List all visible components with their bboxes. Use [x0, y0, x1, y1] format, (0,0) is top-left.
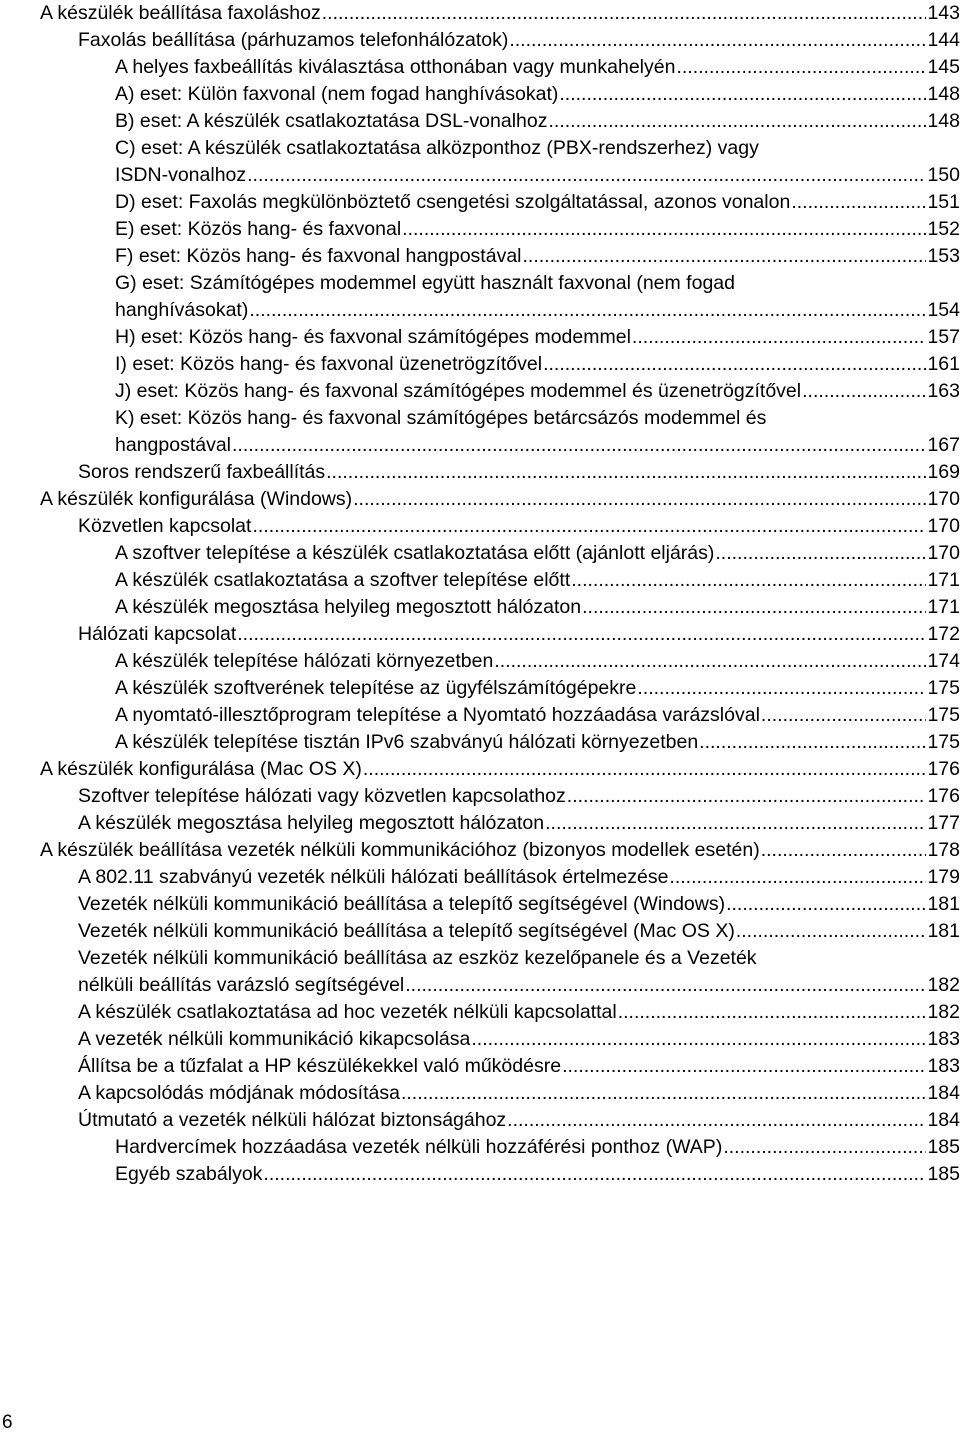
toc-entry-title: A helyes faxbeállítás kiválasztása otthonában vagy munkahelyén: [115, 56, 676, 78]
dot-leader: [249, 297, 926, 324]
toc-entry-page: 182: [927, 1001, 960, 1023]
dot-leader: [571, 567, 926, 594]
toc-entry[interactable]: [0, 594, 960, 621]
dot-leader: [723, 1134, 926, 1161]
toc-entry-title: A készülék konfigurálása (Mac OS X): [40, 758, 362, 780]
toc-entry-title: Soros rendszerű faxbeállítás: [78, 461, 326, 483]
toc-entry[interactable]: [0, 486, 960, 513]
toc-entry-title: A nyomtató-illesztőprogram telepítése a Nyomtató hozzáadása varázslóval: [115, 704, 760, 726]
dot-leader: [559, 81, 926, 108]
toc-entry-title: Hálózati kapcsolat: [78, 623, 237, 645]
toc-entry[interactable]: [0, 54, 960, 81]
toc-entry-title: B) eset: A készülék csatlakoztatása DSL-vonalhoz: [115, 110, 548, 132]
toc-entry[interactable]: [0, 1053, 960, 1080]
toc-entry-title: A készülék beállítása vezeték nélküli kommunikációhoz (bizonyos modellek esetén): [40, 839, 760, 861]
toc-entry[interactable]: [0, 1107, 960, 1134]
toc-entry-page: 170: [927, 542, 960, 564]
toc-entry[interactable]: [0, 837, 960, 864]
dot-leader: [237, 621, 926, 648]
dot-leader: [247, 162, 926, 189]
toc-entry[interactable]: [0, 513, 960, 540]
toc-entry-page: 179: [927, 866, 960, 888]
dot-leader: [494, 648, 926, 675]
dot-leader: [791, 189, 926, 216]
toc-entry-page: 144: [927, 29, 960, 51]
toc-entry-title: D) eset: Faxolás megkülönböztető csengetési szolgáltatással, azonos vonalon: [115, 191, 791, 213]
dot-leader: [726, 891, 926, 918]
toc-entry[interactable]: [0, 756, 960, 783]
page-number: 6: [2, 1412, 13, 1433]
toc-entry[interactable]: [0, 999, 960, 1026]
toc-entry-title-line: C) eset: A készülék csatlakoztatása alközponthoz (PBX-rendszerhez) vagy: [115, 137, 759, 159]
dot-leader: [543, 351, 926, 378]
toc-entry-page: 175: [927, 731, 960, 753]
dot-leader: [405, 972, 926, 999]
dot-leader: [322, 0, 927, 27]
dot-leader: [715, 540, 926, 567]
dot-leader: [669, 864, 926, 891]
toc-entry-title: A készülék telepítése hálózati környezetben: [115, 650, 494, 672]
toc-entry[interactable]: [0, 81, 960, 108]
toc-entry-page: 163: [927, 380, 960, 402]
dot-leader: [562, 1053, 926, 1080]
dot-leader: [802, 378, 926, 405]
toc-entry[interactable]: [0, 378, 960, 405]
toc-entry[interactable]: [0, 783, 960, 810]
toc-entry-title: ISDN-vonalhoz: [115, 164, 247, 186]
toc-entry-title: J) eset: Közös hang- és faxvonal számítógépes modemmel és üzenetrögzítővel: [115, 380, 802, 402]
toc-entry-title: A szoftver telepítése a készülék csatlakoztatása előtt (ajánlott eljárás): [115, 542, 715, 564]
toc-entry-page: 152: [927, 218, 960, 240]
toc-entry-title: F) eset: Közös hang- és faxvonal hangpostával: [115, 245, 522, 267]
toc-entry-page: 182: [927, 974, 960, 996]
dot-leader: [761, 837, 927, 864]
dot-leader: [632, 324, 927, 351]
toc-entry-title-line: G) eset: Számítógépes modemmel együtt használt faxvonal (nem fogad: [115, 272, 735, 294]
toc-entry-title: Közvetlen kapcsolat: [78, 515, 252, 537]
toc-entry-title: Vezeték nélküli kommunikáció beállítása a telepítő segítségével (Windows): [78, 893, 726, 915]
toc-entry[interactable]: [0, 729, 960, 756]
dot-leader: [699, 729, 926, 756]
dot-leader: [507, 1107, 926, 1134]
toc-entry-title: A) eset: Külön faxvonal (nem fogad hanghívásokat): [115, 83, 559, 105]
toc-entry-page: 170: [927, 515, 960, 537]
toc-entry[interactable]: [0, 1080, 960, 1107]
toc-entry-page: 174: [927, 650, 960, 672]
dot-leader: [263, 1161, 926, 1188]
dot-leader: [363, 756, 927, 783]
toc-entry-title: A készülék beállítása faxoláshoz: [40, 2, 321, 24]
toc-entry-page: 171: [927, 596, 960, 618]
toc-entry[interactable]: [0, 864, 960, 891]
toc-entry-page: 185: [927, 1163, 960, 1185]
toc-entry-page: 148: [927, 110, 960, 132]
toc-entry-title-line: K) eset: Közös hang- és faxvonal számítógépes betárcsázós modemmel és: [115, 407, 767, 429]
dot-leader: [567, 783, 927, 810]
toc-entry[interactable]: [0, 702, 960, 729]
toc-entry[interactable]: [0, 0, 960, 27]
dot-leader: [401, 1080, 927, 1107]
toc-entry[interactable]: [0, 810, 960, 837]
toc-entry-page: 184: [927, 1109, 960, 1131]
toc-entry-title: A kapcsolódás módjának módosítása: [78, 1082, 400, 1104]
toc-entry-title: A készülék telepítése tisztán IPv6 szabványú hálózati környezetben: [115, 731, 699, 753]
dot-leader: [252, 513, 926, 540]
toc-entry[interactable]: [0, 918, 960, 945]
toc-entry-title: H) eset: Közös hang- és faxvonal számítógépes modemmel: [115, 326, 631, 348]
toc-entry[interactable]: [0, 216, 960, 243]
toc-entry-title: Faxolás beállítása (párhuzamos telefonhálózatok): [78, 29, 509, 51]
toc-entry[interactable]: [0, 108, 960, 135]
toc-entry-title: hanghívásokat): [115, 299, 249, 321]
toc-entry[interactable]: [0, 270, 960, 324]
dot-leader: [471, 1026, 926, 1053]
toc-entry-title: Egyéb szabályok: [115, 1163, 263, 1185]
toc-entry[interactable]: [0, 567, 960, 594]
toc-entry[interactable]: [0, 891, 960, 918]
toc-entry[interactable]: [0, 351, 960, 378]
toc-entry-title: Hardvercímek hozzáadása vezeték nélküli hozzáférési ponthoz (WAP): [115, 1136, 723, 1158]
toc-entry[interactable]: [0, 189, 960, 216]
toc-entry[interactable]: [0, 459, 960, 486]
dot-leader: [582, 594, 926, 621]
toc-entry[interactable]: [0, 243, 960, 270]
toc-entry-page: 157: [927, 326, 960, 348]
dot-leader: [761, 702, 927, 729]
toc-entry[interactable]: [0, 675, 960, 702]
toc-entry[interactable]: [0, 405, 960, 459]
toc-entry-title: Útmutató a vezeték nélküli hálózat biztonságához: [78, 1109, 507, 1131]
toc-entry[interactable]: [0, 27, 960, 54]
toc-entry-page: 154: [927, 299, 960, 321]
dot-leader: [326, 459, 926, 486]
toc-entry-title-line: Vezeték nélküli kommunikáció beállítása az eszköz kezelőpanele és a Vezeték: [78, 947, 757, 969]
toc-entry-page: 176: [927, 758, 960, 780]
toc-entry-page: 177: [927, 812, 960, 834]
toc-entry[interactable]: [0, 1134, 960, 1161]
toc-entry-title: A készülék megosztása helyileg megosztott hálózaton: [115, 596, 582, 618]
dot-leader: [548, 108, 926, 135]
toc-entry-page: 161: [927, 353, 960, 375]
toc-entry-page: 151: [927, 191, 960, 213]
toc-entry-page: 175: [927, 704, 960, 726]
toc-entry-title: E) eset: Közös hang- és faxvonal: [115, 218, 402, 240]
toc-entry-page: 181: [927, 893, 960, 915]
toc-entry[interactable]: [0, 1161, 960, 1188]
toc-entry-page: 145: [927, 56, 960, 78]
toc-entry-page: 171: [927, 569, 960, 591]
toc-entry-page: 183: [927, 1055, 960, 1077]
toc-entry-page: 169: [927, 461, 960, 483]
toc-entry[interactable]: [0, 945, 960, 999]
toc-entry-page: 143: [927, 2, 960, 24]
toc-entry[interactable]: [0, 540, 960, 567]
dot-leader: [509, 27, 926, 54]
toc-entry[interactable]: [0, 324, 960, 351]
toc-entry-title: A készülék konfigurálása (Windows): [40, 488, 353, 510]
toc-entry[interactable]: [0, 621, 960, 648]
toc-entry[interactable]: [0, 1026, 960, 1053]
toc-entry-page: 178: [927, 839, 960, 861]
toc-entry-title: A készülék szoftverének telepítése az ügyfélszámítógépekre: [115, 677, 637, 699]
toc-entry-page: 148: [927, 83, 960, 105]
toc-entry-page: 184: [927, 1082, 960, 1104]
toc-entry-title: A 802.11 szabványú vezeték nélküli hálózati beállítások értelmezése: [78, 866, 669, 888]
toc-entry-page: 167: [927, 434, 960, 456]
toc-entry-page: 172: [927, 623, 960, 645]
toc-entry-title: A készülék megosztása helyileg megosztott hálózaton: [78, 812, 545, 834]
toc-entry-page: 170: [927, 488, 960, 510]
dot-leader: [523, 243, 927, 270]
toc-entry-title: I) eset: Közös hang- és faxvonal üzenetrögzítővel: [115, 353, 543, 375]
toc-entry-page: 175: [927, 677, 960, 699]
dot-leader: [545, 810, 926, 837]
toc-entry-page: 150: [927, 164, 960, 186]
dot-leader: [736, 918, 927, 945]
toc-entry-title: A készülék csatlakoztatása ad hoc vezeték nélküli kapcsolattal: [78, 1001, 617, 1023]
toc-entry-page: 185: [927, 1136, 960, 1158]
toc-entry-title: Szoftver telepítése hálózati vagy közvetlen kapcsolathoz: [78, 785, 566, 807]
toc-entry-title: Állítsa be a tűzfalat a HP készülékekkel való működésre: [78, 1055, 562, 1077]
dot-leader: [402, 216, 926, 243]
toc-entry[interactable]: [0, 648, 960, 675]
toc-entry-page: 181: [927, 920, 960, 942]
toc-entry[interactable]: [0, 135, 960, 189]
toc-entry-title: A készülék csatlakoztatása a szoftver telepítése előtt: [115, 569, 571, 591]
toc-entry-title: nélküli beállítás varázsló segítségével: [78, 974, 405, 996]
dot-leader: [676, 54, 926, 81]
toc-entry-page: 176: [927, 785, 960, 807]
toc-entry-title: Vezeték nélküli kommunikáció beállítása a telepítő segítségével (Mac OS X): [78, 920, 735, 942]
toc-entry-title: hangpostával: [115, 434, 232, 456]
dot-leader: [618, 999, 927, 1026]
dot-leader: [637, 675, 926, 702]
toc-entry-page: 183: [927, 1028, 960, 1050]
toc-entry-title: A vezeték nélküli kommunikáció kikapcsolása: [78, 1028, 471, 1050]
toc-entry-page: 153: [927, 245, 960, 267]
dot-leader: [232, 432, 926, 459]
dot-leader: [353, 486, 926, 513]
